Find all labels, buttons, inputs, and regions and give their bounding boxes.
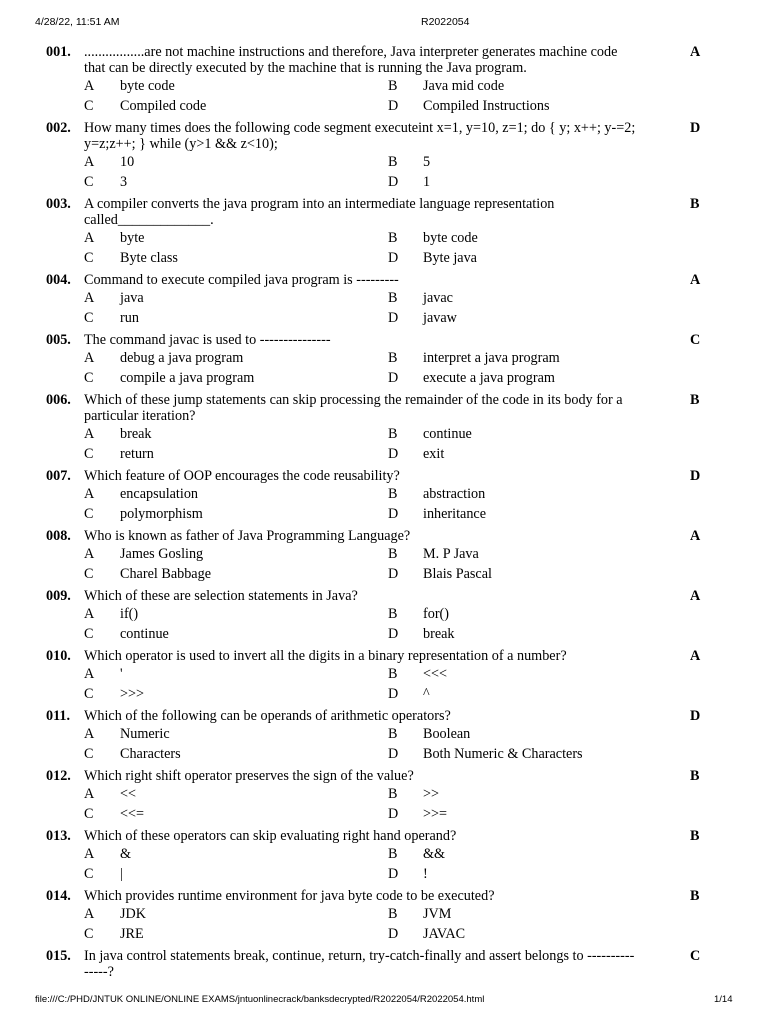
- options-row: [0, 288, 768, 308]
- option-text: JAVAC: [423, 926, 466, 942]
- file-path: file:///C:/PHD/JNTUK ONLINE/ONLINE EXAMS/jntuonlinecrack/banksdecrypted/R2022054/R2022054.html: [35, 994, 485, 1005]
- option-text: Compiled code: [120, 98, 207, 114]
- option-text: !: [423, 866, 428, 882]
- options-row: [0, 684, 768, 704]
- option-letter: D: [388, 370, 399, 386]
- option-letter: D: [388, 626, 399, 642]
- option-letter: D: [388, 566, 399, 582]
- options-row: [0, 904, 768, 924]
- option-text: <<: [120, 786, 137, 802]
- option-text: 5: [423, 154, 431, 170]
- option-text: Numeric: [120, 726, 170, 742]
- question-line: [0, 888, 768, 904]
- options-row: [0, 484, 768, 504]
- option-letter: D: [388, 746, 399, 762]
- option-letter: A: [84, 486, 95, 502]
- question-item: [0, 468, 768, 524]
- answer-key: B: [690, 888, 700, 904]
- option-letter: C: [84, 686, 94, 702]
- options-row: [0, 564, 768, 584]
- option-text: Characters: [120, 746, 181, 762]
- option-text: exit: [423, 446, 445, 462]
- option-text: Byte java: [423, 250, 477, 266]
- option-text: 10: [120, 154, 135, 170]
- option-letter: B: [388, 846, 398, 862]
- answer-key: A: [690, 44, 701, 60]
- option-text: <<<: [423, 666, 448, 682]
- option-letter: D: [388, 506, 399, 522]
- option-text: Byte class: [120, 250, 178, 266]
- question-text: .................are not machine instructions and therefore, Java interpreter generates machine code: [84, 44, 618, 60]
- question-text: Which right shift operator preserves the sign of the value?: [84, 768, 414, 784]
- option-text: java: [120, 290, 144, 306]
- options-row: [0, 664, 768, 684]
- answer-key: A: [690, 272, 701, 288]
- option-text: break: [120, 426, 152, 442]
- question-list: [0, 44, 768, 980]
- question-line: [0, 588, 768, 604]
- answer-key: D: [690, 120, 701, 136]
- option-letter: B: [388, 78, 398, 94]
- question-line: [0, 44, 768, 60]
- option-text: continue: [423, 426, 472, 442]
- question-text: Which of these jump statements can skip processing the remainder of the code in its body for a: [84, 392, 623, 408]
- question-text: Command to execute compiled java program is ---------: [84, 272, 399, 288]
- option-letter: A: [84, 78, 95, 94]
- options-row: [0, 444, 768, 464]
- options-row: [0, 844, 768, 864]
- option-text: encapsulation: [120, 486, 199, 502]
- question-item: [0, 648, 768, 704]
- question-line: [0, 196, 768, 212]
- option-letter: B: [388, 230, 398, 246]
- question-number: 007.: [46, 468, 71, 484]
- question-line: [0, 408, 768, 424]
- option-text: Java mid code: [423, 78, 505, 94]
- option-letter: D: [388, 310, 399, 326]
- question-text: called_____________.: [84, 212, 214, 228]
- question-item: [0, 44, 768, 116]
- question-number: 005.: [46, 332, 71, 348]
- question-line: [0, 272, 768, 288]
- question-text: Who is known as father of Java Programming Language?: [84, 528, 411, 544]
- options-row: [0, 76, 768, 96]
- options-row: [0, 604, 768, 624]
- option-letter: A: [84, 350, 95, 366]
- option-letter: C: [84, 98, 94, 114]
- option-text: JVM: [423, 906, 452, 922]
- question-line: [0, 528, 768, 544]
- option-letter: D: [388, 250, 399, 266]
- option-letter: B: [388, 546, 398, 562]
- option-letter: A: [84, 606, 95, 622]
- options-row: [0, 308, 768, 328]
- option-letter: A: [84, 846, 95, 862]
- option-letter: D: [388, 174, 399, 190]
- options-row: [0, 544, 768, 564]
- option-letter: B: [388, 906, 398, 922]
- question-line: [0, 468, 768, 484]
- answer-key: C: [690, 332, 701, 348]
- question-item: [0, 708, 768, 764]
- option-text: >>: [423, 786, 440, 802]
- question-text: Which feature of OOP encourages the code reusability?: [84, 468, 400, 484]
- options-row: [0, 248, 768, 268]
- question-text: Which of these operators can skip evaluating right hand operand?: [84, 828, 457, 844]
- question-text: particular iteration?: [84, 408, 196, 424]
- option-text: byte: [120, 230, 145, 246]
- option-text: 3: [120, 174, 128, 190]
- question-item: [0, 948, 768, 980]
- option-text: javac: [423, 290, 453, 306]
- options-row: [0, 504, 768, 524]
- option-text: <<=: [120, 806, 145, 822]
- question-line: [0, 708, 768, 724]
- option-text: ^: [423, 686, 430, 702]
- options-row: [0, 784, 768, 804]
- option-text: |: [120, 866, 123, 882]
- option-letter: B: [388, 666, 398, 682]
- question-number: 002.: [46, 120, 71, 136]
- option-text: debug a java program: [120, 350, 244, 366]
- option-letter: D: [388, 446, 399, 462]
- question-text: A compiler converts the java program into an intermediate language representation: [84, 196, 555, 212]
- question-number: 004.: [46, 272, 71, 288]
- option-text: Blais Pascal: [423, 566, 492, 582]
- question-line: [0, 964, 768, 980]
- question-number: 003.: [46, 196, 71, 212]
- answer-key: B: [690, 768, 700, 784]
- question-line: [0, 768, 768, 784]
- answer-key: D: [690, 468, 701, 484]
- question-number: 013.: [46, 828, 71, 844]
- option-text: javaw: [423, 310, 457, 326]
- question-number: 009.: [46, 588, 71, 604]
- option-letter: C: [84, 370, 94, 386]
- option-text: Charel Babbage: [120, 566, 211, 582]
- question-text: In java control statements break, continue, return, try-catch-finally and assert belongs to ----------: [84, 948, 635, 964]
- option-letter: C: [84, 566, 94, 582]
- question-text: -----?: [84, 964, 114, 980]
- option-letter: D: [388, 98, 399, 114]
- question-item: [0, 768, 768, 824]
- option-text: M. P Java: [423, 546, 479, 562]
- options-row: [0, 744, 768, 764]
- option-text: >>>: [120, 686, 145, 702]
- question-text: How many times does the following code segment executeint x=1, y=10, z=1; do { y; x++; y-=2;: [84, 120, 636, 136]
- question-text: that can be directly executed by the machine that is running the Java program.: [84, 60, 527, 76]
- question-number: 010.: [46, 648, 71, 664]
- option-letter: D: [388, 866, 399, 882]
- options-row: [0, 228, 768, 248]
- options-row: [0, 724, 768, 744]
- options-row: [0, 348, 768, 368]
- option-letter: C: [84, 506, 94, 522]
- option-text: break: [423, 626, 455, 642]
- options-row: [0, 624, 768, 644]
- option-letter: A: [84, 230, 95, 246]
- answer-key: C: [690, 948, 701, 964]
- option-text: James Gosling: [120, 546, 204, 562]
- option-letter: B: [388, 486, 398, 502]
- option-text: JDK: [120, 906, 147, 922]
- option-letter: D: [388, 686, 399, 702]
- question-line: [0, 332, 768, 348]
- option-letter: B: [388, 786, 398, 802]
- question-text: Which of the following can be operands of arithmetic operators?: [84, 708, 451, 724]
- question-line: [0, 648, 768, 664]
- question-text: Which provides runtime environment for java byte code to be executed?: [84, 888, 495, 904]
- option-letter: A: [84, 786, 95, 802]
- question-item: [0, 196, 768, 268]
- question-number: 011.: [46, 708, 71, 724]
- options-row: [0, 368, 768, 388]
- question-item: [0, 528, 768, 584]
- option-text: &: [120, 846, 132, 862]
- option-letter: C: [84, 174, 94, 190]
- question-number: 015.: [46, 948, 71, 964]
- option-letter: C: [84, 926, 94, 942]
- question-text: y=z;z++; } while (y>1 && z<10);: [84, 136, 278, 152]
- option-text: execute a java program: [423, 370, 555, 386]
- answer-key: A: [690, 528, 701, 544]
- question-item: [0, 332, 768, 388]
- option-letter: B: [388, 350, 398, 366]
- answer-key: B: [690, 828, 700, 844]
- option-letter: C: [84, 310, 94, 326]
- question-item: [0, 888, 768, 944]
- option-text: continue: [120, 626, 169, 642]
- options-row: [0, 172, 768, 192]
- option-text: polymorphism: [120, 506, 203, 522]
- option-letter: B: [388, 726, 398, 742]
- option-text: Boolean: [423, 726, 471, 742]
- option-letter: B: [388, 426, 398, 442]
- question-item: [0, 120, 768, 192]
- options-row: [0, 924, 768, 944]
- option-letter: C: [84, 746, 94, 762]
- question-number: 008.: [46, 528, 71, 544]
- question-item: [0, 828, 768, 884]
- question-item: [0, 588, 768, 644]
- option-text: byte code: [120, 78, 175, 94]
- print-title: R2022054: [421, 16, 470, 28]
- option-letter: A: [84, 546, 95, 562]
- option-text: 1: [423, 174, 431, 190]
- option-letter: B: [388, 606, 398, 622]
- option-letter: A: [84, 726, 95, 742]
- option-text: Compiled Instructions: [423, 98, 550, 114]
- question-number: 012.: [46, 768, 71, 784]
- question-line: [0, 136, 768, 152]
- option-text: interpret a java program: [423, 350, 560, 366]
- question-line: [0, 828, 768, 844]
- answer-key: B: [690, 196, 700, 212]
- question-item: [0, 272, 768, 328]
- option-letter: A: [84, 666, 95, 682]
- print-datetime: 4/28/22, 11:51 AM: [35, 16, 120, 28]
- option-letter: A: [84, 290, 95, 306]
- option-letter: D: [388, 806, 399, 822]
- question-number: 001.: [46, 44, 71, 60]
- question-line: [0, 120, 768, 136]
- question-line: [0, 212, 768, 228]
- option-text: inheritance: [423, 506, 487, 522]
- option-text: compile a java program: [120, 370, 255, 386]
- answer-key: D: [690, 708, 701, 724]
- options-row: [0, 804, 768, 824]
- option-text: abstraction: [423, 486, 486, 502]
- option-text: &&: [423, 846, 446, 862]
- question-item: [0, 392, 768, 464]
- options-row: [0, 864, 768, 884]
- option-letter: A: [84, 426, 95, 442]
- page-number: 1/14: [714, 994, 733, 1005]
- answer-key: B: [690, 392, 700, 408]
- question-line: [0, 948, 768, 964]
- option-text: >>=: [423, 806, 448, 822]
- options-row: [0, 424, 768, 444]
- option-letter: D: [388, 926, 399, 942]
- options-row: [0, 96, 768, 116]
- answer-key: A: [690, 648, 701, 664]
- option-letter: B: [388, 154, 398, 170]
- option-text: for(): [423, 606, 449, 622]
- option-letter: A: [84, 906, 95, 922]
- option-text: run: [120, 310, 139, 326]
- option-letter: C: [84, 866, 94, 882]
- question-number: 014.: [46, 888, 71, 904]
- option-text: ': [120, 666, 123, 682]
- option-letter: B: [388, 290, 398, 306]
- question-line: [0, 60, 768, 76]
- options-row: [0, 152, 768, 172]
- option-letter: C: [84, 446, 94, 462]
- option-letter: A: [84, 154, 95, 170]
- option-letter: C: [84, 626, 94, 642]
- option-text: JRE: [120, 926, 144, 942]
- question-line: [0, 392, 768, 408]
- option-text: byte code: [423, 230, 478, 246]
- question-text: Which of these are selection statements in Java?: [84, 588, 358, 604]
- option-text: return: [120, 446, 154, 462]
- option-text: if(): [120, 606, 139, 622]
- question-text: Which operator is used to invert all the digits in a binary representation of a number?: [84, 648, 567, 664]
- option-text: Both Numeric & Characters: [423, 746, 583, 762]
- option-letter: C: [84, 250, 94, 266]
- answer-key: A: [690, 588, 701, 604]
- option-letter: C: [84, 806, 94, 822]
- question-number: 006.: [46, 392, 71, 408]
- question-text: The command javac is used to ---------------: [84, 332, 331, 348]
